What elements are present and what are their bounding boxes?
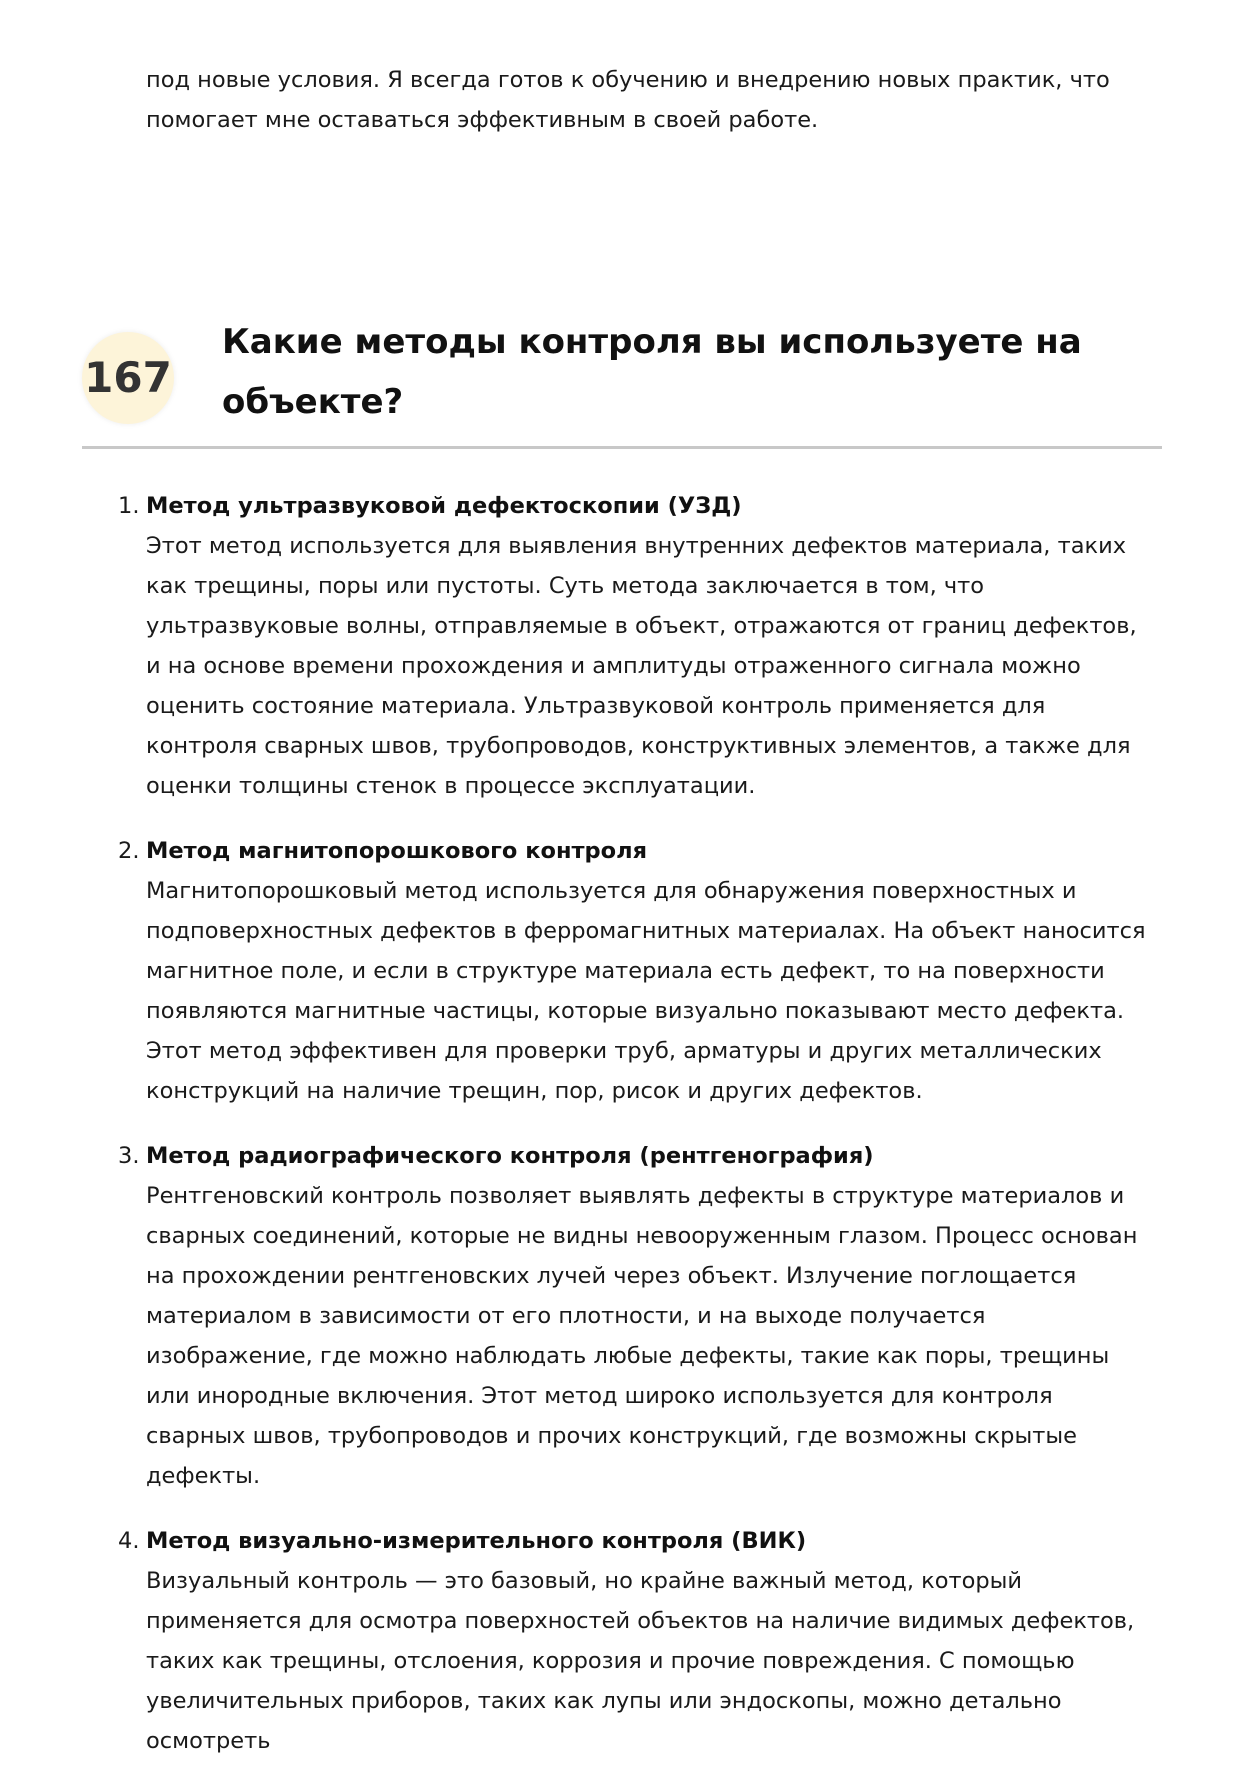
answer-item-title: Метод радиографического контроля (рентгенография): [146, 1143, 874, 1169]
answer-item-number: 4.: [118, 1528, 140, 1554]
answer-item-title: Метод ультразвуковой дефектоскопии (УЗД): [146, 493, 742, 519]
answer-item: [118, 1521, 1156, 1761]
answer-item-text: Рентгеновский контроль позволяет выявлять дефекты в структуре материалов и сварных соединений, которые не видны невооруженным глазом. Процесс основан на прохождении рентгеновских лучей через объект. Излучение поглощается материалом в зависимости от его плотности, и на выходе получается изображение, где можно наблюдать любые дефекты, такие как поры, трещины или инородные включения. Этот метод широко используется для контроля сварных швов, трубопроводов и прочих конструкций, где возможны скрытые дефекты.: [146, 1183, 1138, 1489]
answer-item-title: Метод визуально-измерительного контроля (ВИК): [146, 1528, 807, 1554]
answer-item: [118, 486, 1156, 806]
answer-item: [118, 831, 1156, 1111]
answer-item-number: 2.: [118, 838, 140, 864]
question-number-badge: 167: [82, 332, 174, 424]
answer-item-number: 3.: [118, 1143, 140, 1169]
answer-item-text: Этот метод используется для выявления внутренних дефектов материала, таких как трещины, поры или пустоты. Суть метода заключается в том, что ультразвуковые волны, отправляемые в объект, отражаются от границ дефектов, и на основе времени прохождения и амплитуды отраженного сигнала можно оценить состояние материала. Ультразвуковой контроль применяется для контроля сварных швов, трубопроводов, конструктивных элементов, а также для оценки толщины стенок в процессе эксплуатации.: [146, 533, 1137, 799]
answer-item-text: Магнитопорошковый метод используется для обнаружения поверхностных и подповерхностных дефектов в ферромагнитных материалах. На объект наносится магнитное поле, и если в структуре материала есть дефект, то на поверхности появляются магнитные частицы, которые визуально показывают место дефекта. Этот метод эффективен для проверки труб, арматуры и других металлических конструкций на наличие трещин, пор, рисок и других дефектов.: [146, 878, 1146, 1104]
answer-item-title: Метод магнитопорошкового контроля: [146, 838, 648, 864]
answer-list: [118, 486, 1156, 1786]
question-title: Какие методы контроля вы используете на объекте?: [222, 322, 1082, 422]
answer-item-number: 1.: [118, 493, 140, 519]
intro-paragraph: под новые условия. Я всегда готов к обучению и внедрению новых практик, что помогает мне оставаться эффективным в своей работе.: [146, 67, 1110, 133]
answer-item: [118, 1136, 1156, 1496]
question-header: [82, 312, 1162, 449]
answer-item-text: Визуальный контроль — это базовый, но крайне важный метод, который применяется для осмотра поверхностей объектов на наличие видимых дефектов, таких как трещины, отслоения, коррозия и прочие повреждения. С помощью увеличительных приборов, таких как лупы или эндоскопы, можно детально осмотреть: [146, 1568, 1135, 1754]
